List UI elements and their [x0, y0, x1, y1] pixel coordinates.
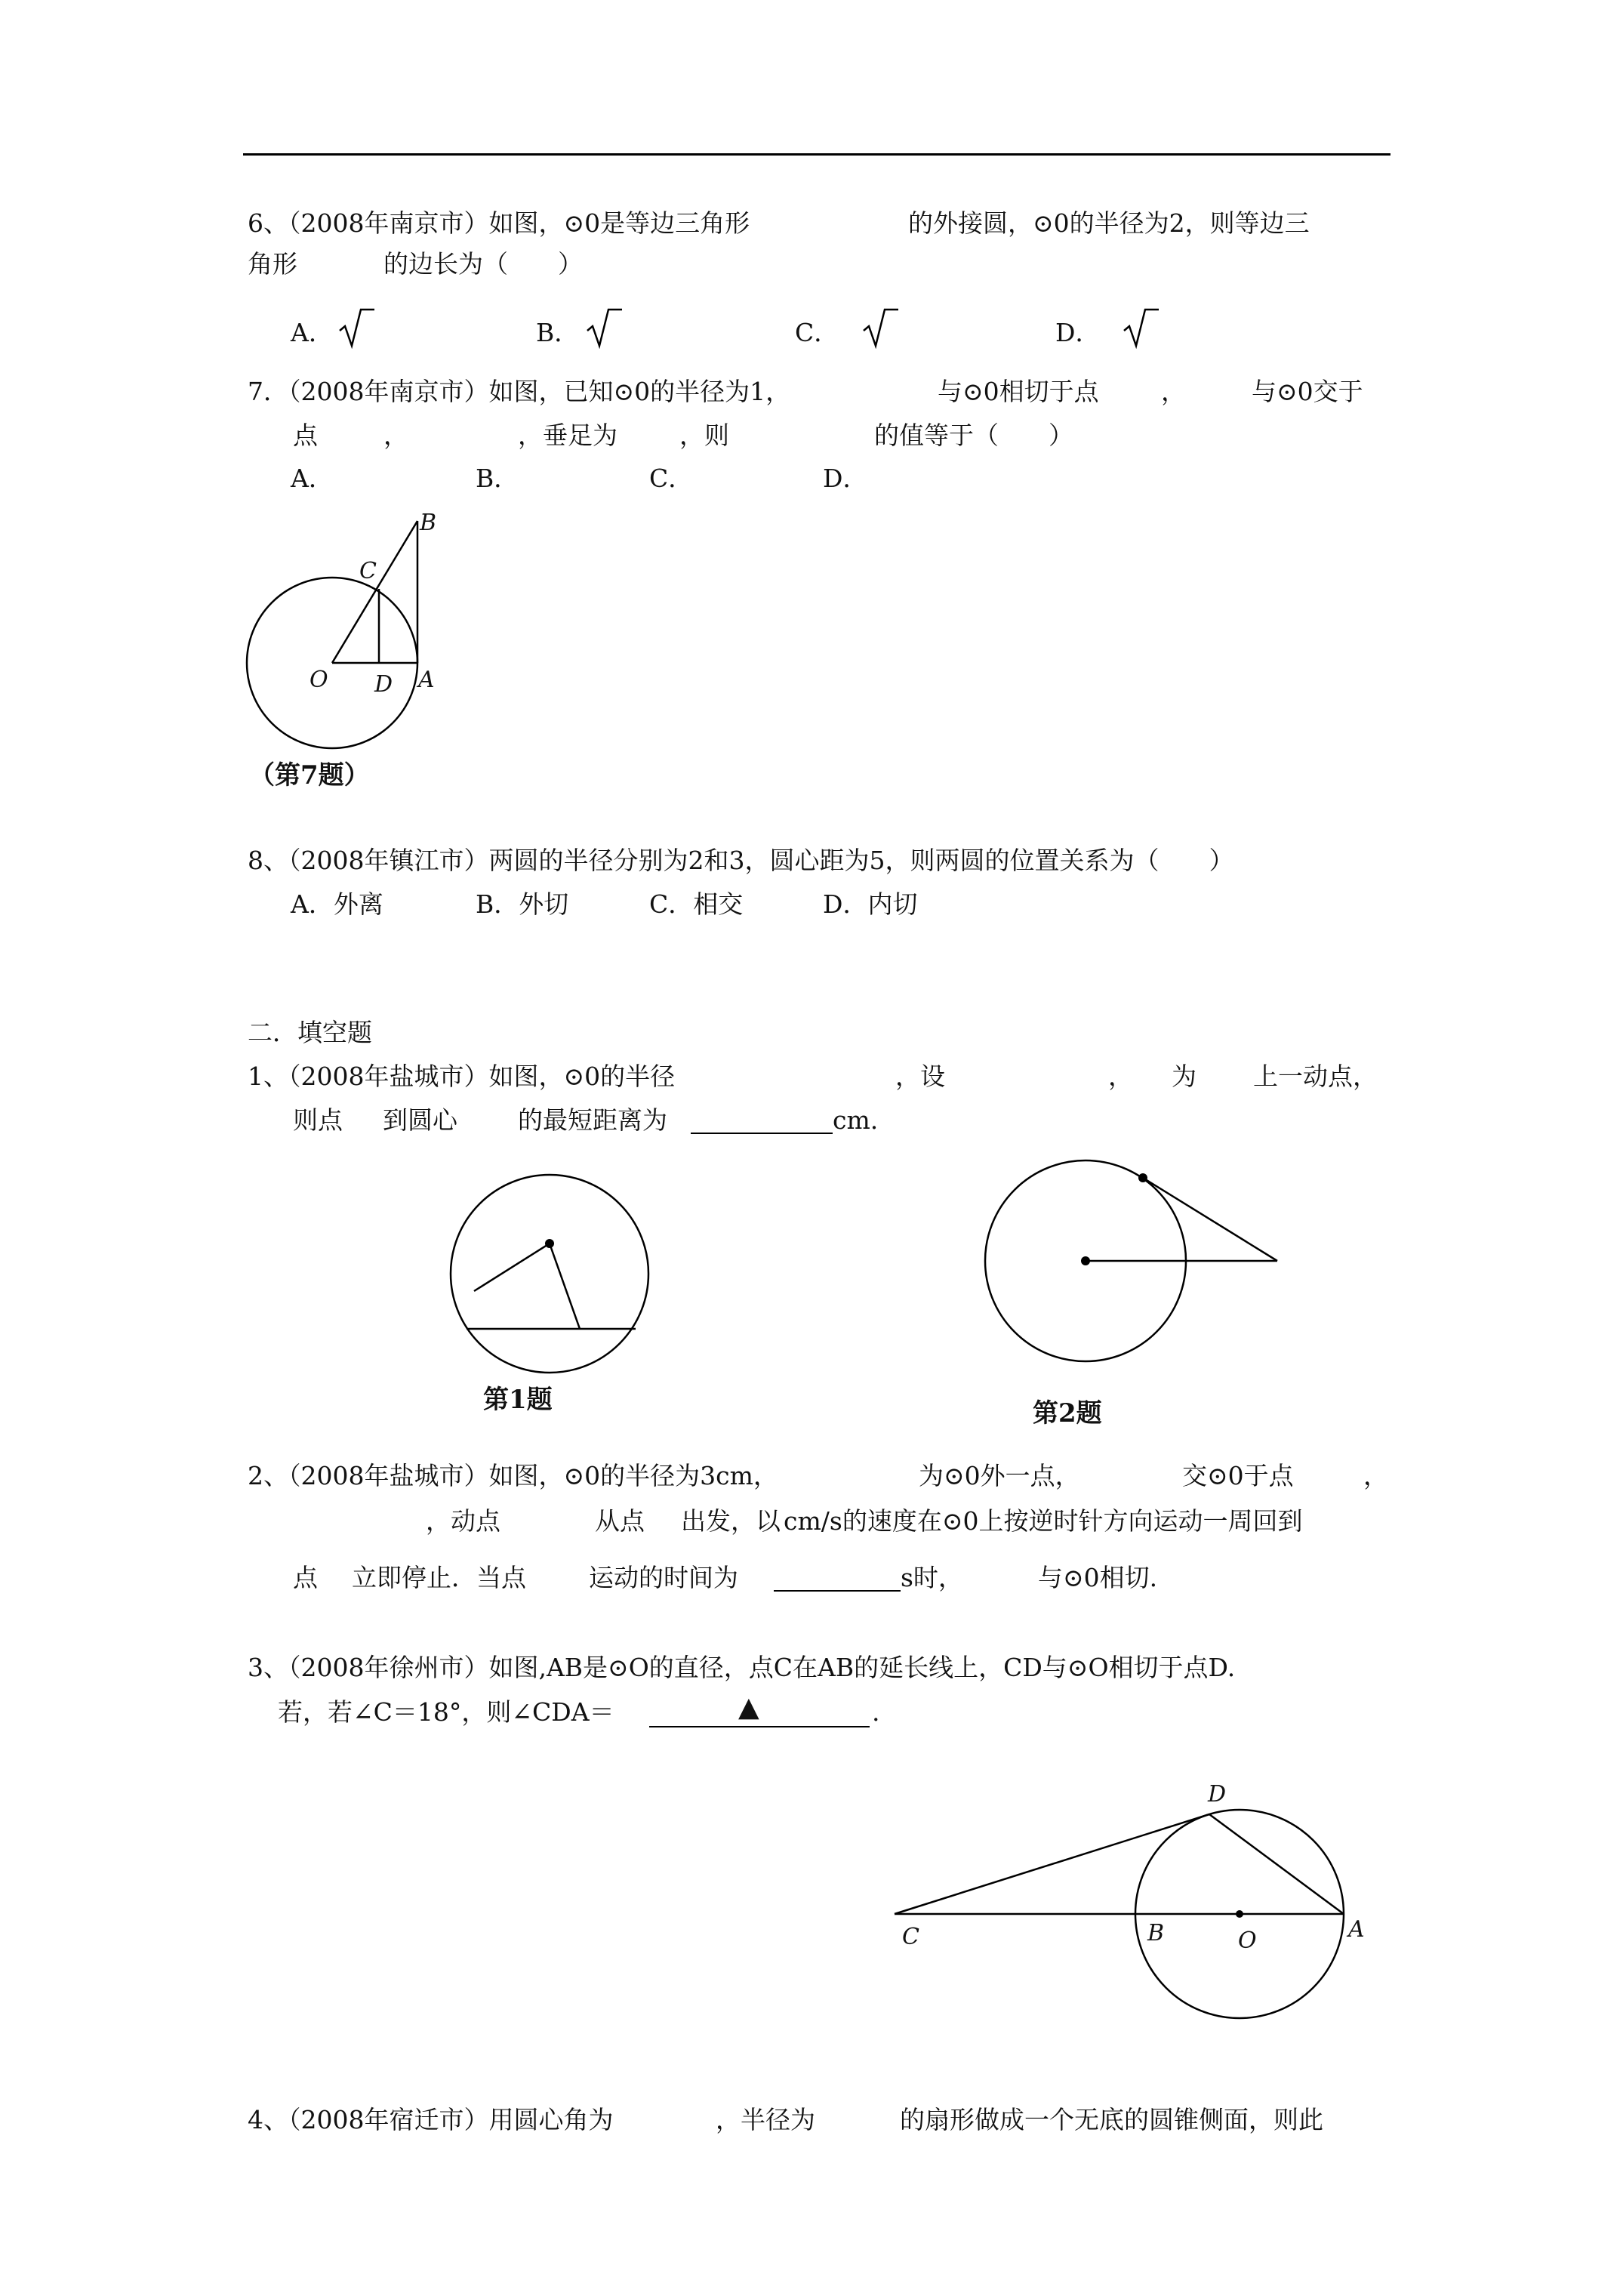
- f1-line2c: 的最短距离为: [518, 1105, 667, 1135]
- q7-option-c: C．: [649, 464, 694, 493]
- f2-line1a: 2、（2008年盐城市）如图，⊙0的半径为3cm，: [248, 1461, 778, 1490]
- f4-line1a: 4、（2008年宿迁市）用圆心角为: [248, 2105, 614, 2134]
- fig2-tangent: [1143, 1178, 1277, 1261]
- q7-line1b: 与⊙0相切于点: [938, 377, 1099, 406]
- f4-line1c: 的扇形做成一个无底的圆锥侧面，则此: [900, 2105, 1323, 2134]
- f2-line3b: 立即停止．当点: [352, 1563, 526, 1592]
- q8-option-b: B．外切: [476, 889, 569, 919]
- figure-2: [974, 1163, 1291, 1374]
- q7-label-o: O: [310, 667, 328, 693]
- q7-figure: [226, 498, 483, 770]
- f1-line2b: 到圆心: [383, 1105, 457, 1135]
- q7-line1a: 7．（2008年南京市）如图，已知⊙0的半径为1，: [248, 377, 791, 406]
- q7-option-d: D．: [823, 464, 868, 493]
- f2-line2d: cm/s的速度在⊙0上按逆时针方向运动一周回到: [784, 1506, 1303, 1536]
- f3-tangent-cd: [895, 1814, 1209, 1914]
- q7-figure-caption: （第7题）: [249, 760, 370, 791]
- q7-label-b: B: [420, 510, 437, 536]
- q6-line2b: 的边长为（ ）: [383, 249, 583, 279]
- f3-line1: 3、（2008年徐州市）如图,AB是⊙O的直径，点C在AB的延长线上，CD与⊙O相切于点D.: [248, 1653, 1236, 1682]
- f2-line3e: 与⊙0相切.: [1038, 1563, 1158, 1592]
- q6-option-c: C．: [795, 318, 839, 347]
- answer-blank: [691, 1133, 833, 1134]
- q8-line1: 8、（2008年镇江市）两圆的半径分别为2和3，圆心距为5，则两圆的位置关系为（ ）: [248, 846, 1234, 875]
- fig2-center-dot: [1081, 1256, 1090, 1265]
- figure-2-caption: 第2题: [1033, 1398, 1102, 1428]
- figure-1-caption: 第1题: [483, 1385, 553, 1415]
- f3-chord-da: [1209, 1814, 1344, 1914]
- q7-line1d: 与⊙0交于: [1252, 377, 1363, 406]
- f1-line1a: 1、（2008年盐城市）如图，⊙0的半径: [248, 1062, 676, 1091]
- fig1-circle: [451, 1175, 648, 1373]
- f1-line2a: 则点: [293, 1105, 343, 1135]
- f1-line1c: ，: [1108, 1062, 1133, 1091]
- q8-option-c: C．相交: [649, 889, 744, 919]
- q7-line1c: ，: [1161, 377, 1186, 406]
- q6-line1b: 的外接圆，⊙0的半径为2，则等边三: [908, 208, 1310, 238]
- f2-line2b: 从点: [595, 1506, 645, 1536]
- q7-line2a: 点: [293, 421, 318, 450]
- f3-center-dot: [1236, 1910, 1243, 1918]
- answer-blank: [774, 1590, 901, 1592]
- f2-line3c: 运动的时间为: [589, 1563, 738, 1592]
- fig1-radius: [474, 1244, 550, 1291]
- q6-option-d: D．: [1055, 318, 1101, 347]
- f1-line2d: cm.: [833, 1105, 879, 1135]
- f2-line3a: 点: [293, 1563, 318, 1592]
- fig1-center-dot: [545, 1239, 554, 1248]
- f3-label-c: C: [902, 1924, 919, 1950]
- q8-option-a: A．外离: [291, 889, 383, 919]
- f3-label-b: B: [1147, 1920, 1165, 1946]
- q8-option-d: D．内切: [823, 889, 918, 919]
- triangle-icon: ▲: [738, 1692, 759, 1723]
- q6-line2a: 角形: [248, 249, 297, 279]
- answer-blank: [649, 1726, 870, 1727]
- f3-label-o: O: [1238, 1928, 1257, 1954]
- f1-line1e: 上一动点，: [1253, 1062, 1378, 1091]
- q7-option-b: B．: [476, 464, 519, 493]
- header-rule: [243, 153, 1390, 156]
- sqrt-icon: [338, 307, 376, 349]
- f1-line1d: 为: [1172, 1062, 1196, 1091]
- f3-figure: [883, 1774, 1397, 2031]
- q7-label-c: C: [359, 558, 377, 584]
- q7-line2c: ，垂足为: [518, 421, 617, 450]
- f3-label-a: A: [1348, 1916, 1365, 1943]
- sqrt-icon: [862, 307, 900, 349]
- f2-line2c: 出发，以: [681, 1506, 781, 1536]
- f2-line3d: s时，: [901, 1563, 963, 1592]
- f2-line1c: 交⊙0于点: [1182, 1461, 1294, 1490]
- sqrt-icon: [1123, 307, 1160, 349]
- fig1-segment: [550, 1244, 580, 1329]
- q7-line2b: ，: [383, 421, 408, 450]
- section-title: 二．填空题: [248, 1018, 372, 1047]
- q6-option-b: B．: [536, 318, 580, 347]
- f1-line1b: ，设: [895, 1062, 945, 1091]
- f3-line2a: 若，若∠C＝18°，则∠CDA＝: [278, 1697, 614, 1727]
- f3-line2c: .: [872, 1697, 880, 1727]
- q6-line1: 6、（2008年南京市）如图，⊙0是等边三角形: [248, 208, 750, 238]
- f2-line1d: ，: [1363, 1461, 1388, 1490]
- f2-line2a: ，动点: [426, 1506, 500, 1536]
- q7-label-d: D: [374, 671, 393, 698]
- q7-line2e: 的值等于（ ）: [874, 421, 1073, 450]
- f4-line1b: ，半径为: [716, 2105, 815, 2134]
- figure-1: [438, 1178, 664, 1374]
- fig2-point-dot: [1138, 1173, 1147, 1182]
- q7-line2d: ，则: [679, 421, 729, 450]
- q7-label-a: A: [418, 667, 435, 693]
- q7-segment-ob: [332, 521, 417, 663]
- f2-line1b: 为⊙0外一点，: [919, 1461, 1080, 1490]
- q6-option-a: A．: [291, 318, 334, 347]
- f3-label-d: D: [1208, 1781, 1227, 1808]
- sqrt-icon: [586, 307, 624, 349]
- q7-option-a: A．: [291, 464, 334, 493]
